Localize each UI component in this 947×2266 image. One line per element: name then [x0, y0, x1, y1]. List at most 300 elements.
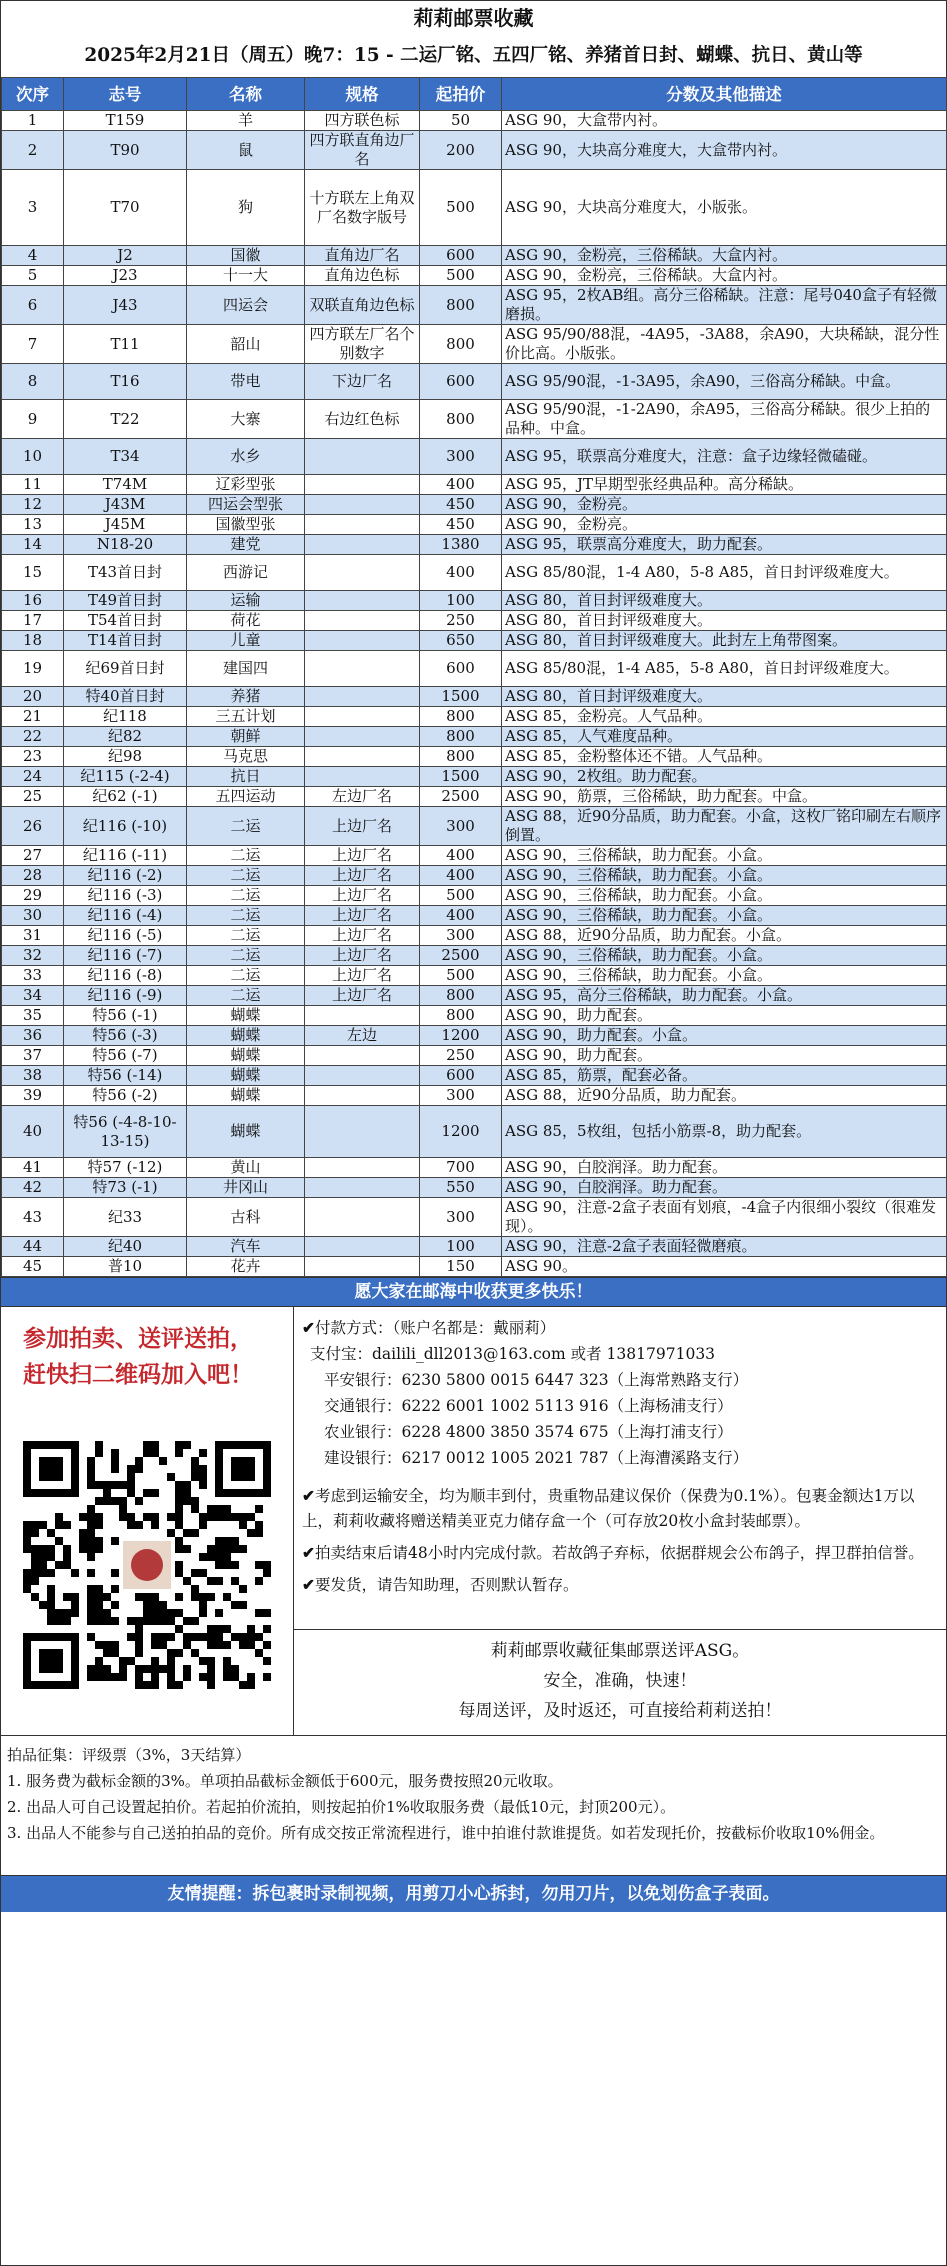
lot-price: 700: [420, 1158, 502, 1178]
lot-name: 黄山: [187, 1158, 305, 1178]
lot-no: 22: [2, 727, 64, 747]
lot-name: 蝴蝶: [187, 1066, 305, 1086]
lot-spec: [305, 1198, 420, 1237]
table-row: [2, 986, 947, 1006]
lot-name: 抗日: [187, 767, 305, 787]
lot-price: 1380: [420, 535, 502, 555]
lot-price: 2500: [420, 946, 502, 966]
lot-no: 21: [2, 707, 64, 727]
lot-name: 国徽: [187, 246, 305, 266]
promo-text: [1, 1307, 293, 1393]
lot-spec: [305, 651, 420, 687]
rule-3: 3. 出品人不能参与自己送拍拍品的竞价。所有成交按正常流程进行，谁中拍谁付款谁提货。如若发现托价，按截标价收取10%佣金。: [7, 1824, 885, 1842]
table-row: [2, 246, 947, 266]
lot-price: 100: [420, 591, 502, 611]
lot-name: 二运: [187, 946, 305, 966]
notes: [294, 1471, 946, 1598]
lot-code: 纪116 (-2): [64, 866, 187, 886]
lot-name: 荷花: [187, 611, 305, 631]
table-row: [2, 400, 947, 439]
info-section: [1, 1306, 946, 1735]
lot-desc: ASG 90，筋票，三俗稀缺，助力配套。中盒。: [502, 787, 947, 807]
lot-no: 27: [2, 846, 64, 866]
lot-no: 41: [2, 1158, 64, 1178]
lot-code: 纪116 (-10): [64, 807, 187, 846]
lot-code: T22: [64, 400, 187, 439]
lot-spec: [305, 707, 420, 727]
promo-panel: [1, 1307, 294, 1735]
bank-2: 交通银行：6222 6001 1002 5113 916（上海杨浦支行）: [324, 1397, 733, 1415]
lot-price: 1200: [420, 1106, 502, 1158]
lot-desc: ASG 90，白胶润泽。助力配套。: [502, 1158, 947, 1178]
table-row: [2, 966, 947, 986]
lot-no: 1: [2, 111, 64, 131]
lot-name: 二运: [187, 906, 305, 926]
lot-desc: ASG 90，大块高分难度大，大盒带内衬。: [502, 131, 947, 170]
lot-desc: ASG 80，首日封评级难度大。: [502, 687, 947, 707]
lot-name: 花卉: [187, 1257, 305, 1277]
lot-desc: ASG 95，JT早期型张经典品种。高分稀缺。: [502, 475, 947, 495]
table-row: [2, 1178, 947, 1198]
lot-price: 450: [420, 515, 502, 535]
lot-no: 24: [2, 767, 64, 787]
col-header-spec: 规格: [305, 78, 420, 111]
table-row: [2, 495, 947, 515]
lot-name: 蝴蝶: [187, 1006, 305, 1026]
lot-desc: ASG 88，近90分品质，助力配套。小盒。: [502, 926, 947, 946]
lot-price: 450: [420, 495, 502, 515]
table-row: [2, 651, 947, 687]
table-row: [2, 926, 947, 946]
lots-table-body: [2, 111, 947, 1277]
table-row: [2, 111, 947, 131]
table-row: [2, 1066, 947, 1086]
lot-desc: ASG 80，首日封评级难度大。: [502, 611, 947, 631]
lot-price: 800: [420, 1006, 502, 1026]
lot-no: 8: [2, 364, 64, 400]
lot-name: 鼠: [187, 131, 305, 170]
promo-line-1: 参加拍卖、送评送拍，: [23, 1325, 253, 1352]
table-row: [2, 1257, 947, 1277]
lot-code: J45M: [64, 515, 187, 535]
lot-code: 特56 (-7): [64, 1046, 187, 1066]
lot-price: 400: [420, 475, 502, 495]
lot-code: 普10: [64, 1257, 187, 1277]
lot-code: 特56 (-3): [64, 1026, 187, 1046]
lot-name: 蝴蝶: [187, 1086, 305, 1106]
table-row: [2, 1006, 947, 1026]
lot-price: 400: [420, 906, 502, 926]
lot-desc: ASG 90，三俗稀缺，助力配套。小盒。: [502, 886, 947, 906]
bank-4: 建设银行：6217 0012 1005 2021 787（上海漕溪路支行）: [324, 1449, 749, 1467]
table-row: [2, 266, 947, 286]
lot-name: 二运: [187, 886, 305, 906]
lot-desc: ASG 90，助力配套。小盒。: [502, 1026, 947, 1046]
lot-spec: 左边: [305, 1026, 420, 1046]
lot-name: 二运: [187, 866, 305, 886]
lot-code: T34: [64, 439, 187, 475]
table-row: [2, 325, 947, 364]
lot-desc: ASG 85/80混，1-4 A85，5-8 A80，首日封评级难度大。: [502, 651, 947, 687]
lot-spec: 上边厂名: [305, 906, 420, 926]
lot-code: 特40首日封: [64, 687, 187, 707]
lot-price: 500: [420, 886, 502, 906]
lot-code: 特56 (-4-8-10-13-15): [64, 1106, 187, 1158]
rules-heading: 拍品征集：评级票（3%，3天结算）: [7, 1746, 251, 1764]
lot-code: 纪33: [64, 1198, 187, 1237]
lot-spec: [305, 1066, 420, 1086]
table-row: [2, 946, 947, 966]
check-icon: ✔: [302, 1318, 315, 1337]
table-row: [2, 555, 947, 591]
lot-no: 25: [2, 787, 64, 807]
lot-desc: ASG 90，注意-2盒子表面轻微磨痕。: [502, 1237, 947, 1257]
lot-price: 100: [420, 1237, 502, 1257]
bank-3: 农业银行：6228 4800 3850 3574 675（上海打浦支行）: [324, 1423, 733, 1441]
lot-no: 36: [2, 1026, 64, 1046]
table-row: [2, 439, 947, 475]
lot-no: 39: [2, 1086, 64, 1106]
lot-price: 600: [420, 651, 502, 687]
lot-price: 550: [420, 1178, 502, 1198]
lot-no: 5: [2, 266, 64, 286]
lot-no: 18: [2, 631, 64, 651]
lot-spec: [305, 727, 420, 747]
lot-code: T159: [64, 111, 187, 131]
lot-code: T70: [64, 170, 187, 246]
lot-name: 水乡: [187, 439, 305, 475]
promo-line-2: 赶快扫二维码加入吧！: [23, 1361, 253, 1388]
lot-no: 23: [2, 747, 64, 767]
lot-no: 32: [2, 946, 64, 966]
lot-spec: [305, 631, 420, 651]
lot-code: T16: [64, 364, 187, 400]
lot-spec: 直角边色标: [305, 266, 420, 286]
lot-code: 特56 (-1): [64, 1006, 187, 1026]
lot-name: 古科: [187, 1198, 305, 1237]
lot-name: 朝鲜: [187, 727, 305, 747]
lot-no: 28: [2, 866, 64, 886]
lot-no: 26: [2, 807, 64, 846]
lot-code: 纪116 (-4): [64, 906, 187, 926]
lot-spec: 上边厂名: [305, 886, 420, 906]
lot-name: 儿童: [187, 631, 305, 651]
lot-spec: [305, 1237, 420, 1257]
lot-name: 养猪: [187, 687, 305, 707]
payment-panel: [294, 1307, 946, 1735]
lot-no: 4: [2, 246, 64, 266]
table-row: [2, 535, 947, 555]
lot-name: 蝴蝶: [187, 1046, 305, 1066]
note-shipping-request: ✔要发货，请告知助理，否则默认暂存。: [302, 1575, 579, 1594]
lot-no: 37: [2, 1046, 64, 1066]
lot-price: 800: [420, 727, 502, 747]
table-row: [2, 707, 947, 727]
lot-name: 韶山: [187, 325, 305, 364]
lot-desc: ASG 85/80混，1-4 A80，5-8 A85，首日封评级难度大。: [502, 555, 947, 591]
lot-spec: [305, 747, 420, 767]
lot-name: 国徽型张: [187, 515, 305, 535]
lot-no: 30: [2, 906, 64, 926]
lot-spec: [305, 555, 420, 591]
check-icon: ✔: [302, 1543, 315, 1562]
lot-spec: 右边红色标: [305, 400, 420, 439]
page-title: 莉莉邮票收藏: [413, 6, 534, 30]
lot-desc: ASG 90，助力配套。: [502, 1006, 947, 1026]
lot-spec: 下边厂名: [305, 364, 420, 400]
lot-price: 500: [420, 170, 502, 246]
lot-code: J43: [64, 286, 187, 325]
lot-name: 四运会: [187, 286, 305, 325]
table-row: [2, 1237, 947, 1257]
lot-name: 西游记: [187, 555, 305, 591]
table-row: [2, 631, 947, 651]
lot-no: 38: [2, 1066, 64, 1086]
lot-code: 纪118: [64, 707, 187, 727]
lot-spec: 十方联左上角双厂名数字版号: [305, 170, 420, 246]
col-header-name: 名称: [187, 78, 305, 111]
table-row: [2, 906, 947, 926]
lot-no: 12: [2, 495, 64, 515]
lot-code: 纪116 (-9): [64, 986, 187, 1006]
lot-spec: 上边厂名: [305, 807, 420, 846]
lot-price: 300: [420, 926, 502, 946]
lot-spec: [305, 1158, 420, 1178]
lot-desc: ASG 95/90/88混，-4A95，-3A88，余A90，大块稀缺，混分性价比高。小版张。: [502, 325, 947, 364]
table-row: [2, 846, 947, 866]
lot-desc: ASG 90，三俗稀缺，助力配套。小盒。: [502, 866, 947, 886]
check-icon: ✔: [302, 1575, 315, 1594]
col-header-code: 志号: [64, 78, 187, 111]
col-header-desc: 分数及其他描述: [502, 78, 947, 111]
lot-price: 400: [420, 866, 502, 886]
lot-price: 200: [420, 131, 502, 170]
lot-spec: [305, 535, 420, 555]
lot-spec: [305, 611, 420, 631]
consignment-rules: [1, 1735, 946, 1875]
lot-name: 四运会型张: [187, 495, 305, 515]
lot-no: 34: [2, 986, 64, 1006]
table-row: [2, 131, 947, 170]
lot-spec: [305, 591, 420, 611]
lot-spec: 四方联左厂名个别数字: [305, 325, 420, 364]
lot-desc: ASG 95，2枚AB组。高分三俗稀缺。注意：尾号040盒子有轻微磨损。: [502, 286, 947, 325]
lot-desc: ASG 90。: [502, 1257, 947, 1277]
lot-code: N18-20: [64, 535, 187, 555]
lot-spec: 直角边厂名: [305, 246, 420, 266]
lot-price: 600: [420, 1066, 502, 1086]
lot-code: 纪62 (-1): [64, 787, 187, 807]
lot-spec: [305, 687, 420, 707]
lot-name: 建国四: [187, 651, 305, 687]
lot-desc: ASG 85，金粉整体还不错。人气品种。: [502, 747, 947, 767]
lot-desc: ASG 90，三俗稀缺，助力配套。小盒。: [502, 946, 947, 966]
lot-no: 14: [2, 535, 64, 555]
lot-desc: ASG 88，近90分品质，助力配套。: [502, 1086, 947, 1106]
lot-no: 42: [2, 1178, 64, 1198]
lot-spec: [305, 1006, 420, 1026]
lot-price: 800: [420, 707, 502, 727]
lot-spec: [305, 475, 420, 495]
lot-desc: ASG 90，大盒带内衬。: [502, 111, 947, 131]
footer-reminder: 友情提醒：拆包裹时录制视频，用剪刀小心拆封，勿用刀片，以免划伤盒子表面。: [1, 1875, 946, 1912]
lot-no: 6: [2, 286, 64, 325]
lot-no: 3: [2, 170, 64, 246]
lot-desc: ASG 95，联票高分难度大，助力配套。: [502, 535, 947, 555]
lot-code: 特56 (-14): [64, 1066, 187, 1086]
lot-price: 300: [420, 1086, 502, 1106]
lot-desc: ASG 90，助力配套。: [502, 1046, 947, 1066]
lot-price: 250: [420, 1046, 502, 1066]
table-row: [2, 787, 947, 807]
lot-name: 二运: [187, 807, 305, 846]
lot-no: 9: [2, 400, 64, 439]
table-row: [2, 807, 947, 846]
lot-desc: ASG 88，近90分品质，助力配套。小盒，这枚厂铭印刷左右顺序倒置。: [502, 807, 947, 846]
lot-price: 800: [420, 400, 502, 439]
lot-spec: [305, 1086, 420, 1106]
lot-name: 带电: [187, 364, 305, 400]
lot-spec: 四方联色标: [305, 111, 420, 131]
auction-subtitle: 2025年2月21日（周五）晚7：15 - 二运厂铭、五四厂铭、养猪首日封、蝴蝶、抗日、黄山等: [84, 45, 863, 66]
lot-desc: ASG 90，大块高分难度大，小版张。: [502, 170, 947, 246]
lot-no: 13: [2, 515, 64, 535]
lot-name: 十一大: [187, 266, 305, 286]
lot-code: T11: [64, 325, 187, 364]
note-payment-deadline: ✔拍卖结束后请48小时内完成付款。若故鸽子弃标，依据群规会公布鸽子，捍卫群拍信誉。: [302, 1543, 924, 1562]
lot-spec: 上边厂名: [305, 986, 420, 1006]
lot-name: 汽车: [187, 1237, 305, 1257]
payment-info: [294, 1307, 946, 1471]
lot-code: 纪116 (-5): [64, 926, 187, 946]
lot-price: 250: [420, 611, 502, 631]
table-row: [2, 591, 947, 611]
lot-name: 五四运动: [187, 787, 305, 807]
lot-name: 建党: [187, 535, 305, 555]
lot-code: T54首日封: [64, 611, 187, 631]
consign-line-3: 每周送评，及时返还，可直接给莉莉送拍！: [458, 1701, 782, 1721]
lot-price: 600: [420, 364, 502, 400]
lot-name: 大寨: [187, 400, 305, 439]
lot-desc: ASG 90，金粉亮，三俗稀缺。大盒内衬。: [502, 266, 947, 286]
lot-price: 1200: [420, 1026, 502, 1046]
lot-no: 33: [2, 966, 64, 986]
lot-spec: [305, 1046, 420, 1066]
lot-no: 31: [2, 926, 64, 946]
lot-code: T74M: [64, 475, 187, 495]
table-row: [2, 1106, 947, 1158]
lot-code: 纪82: [64, 727, 187, 747]
note-shipping: ✔考虑到运输安全，均为顺丰到付，贵重物品建议保价（保费为0.1%）。包裹金额达1万以上，莉莉收藏将赠送精美亚克力储存盒一个（可存放20枚小盒封装邮票）。: [302, 1486, 915, 1530]
payment-heading-row: [302, 1315, 946, 1341]
lot-no: 11: [2, 475, 64, 495]
lot-no: 29: [2, 886, 64, 906]
lot-desc: ASG 80，首日封评级难度大。: [502, 591, 947, 611]
lot-code: 纪40: [64, 1237, 187, 1257]
lot-code: 纪116 (-3): [64, 886, 187, 906]
lot-name: 二运: [187, 926, 305, 946]
lot-desc: ASG 90，注意-2盒子表面有划痕，-4盒子内很细小裂纹（很难发现）。: [502, 1198, 947, 1237]
payment-heading: 付款方式：（账户名都是：戴丽莉）: [315, 1319, 556, 1337]
table-row: [2, 515, 947, 535]
lot-spec: 左边厂名: [305, 787, 420, 807]
lot-price: 650: [420, 631, 502, 651]
lot-spec: [305, 1178, 420, 1198]
lot-price: 400: [420, 846, 502, 866]
lot-price: 2500: [420, 787, 502, 807]
lot-price: 500: [420, 266, 502, 286]
lot-no: 43: [2, 1198, 64, 1237]
lot-code: J43M: [64, 495, 187, 515]
wish-banner: 愿大家在邮海中收获更多快乐！: [1, 1277, 946, 1306]
lot-code: 纪98: [64, 747, 187, 767]
table-header-row: [2, 78, 947, 111]
lot-code: T90: [64, 131, 187, 170]
lot-name: 井冈山: [187, 1178, 305, 1198]
lot-no: 7: [2, 325, 64, 364]
lot-name: 蝴蝶: [187, 1106, 305, 1158]
table-row: [2, 1198, 947, 1237]
check-icon: ✔: [302, 1486, 315, 1505]
lot-no: 20: [2, 687, 64, 707]
lot-desc: ASG 85，筋票，配套必备。: [502, 1066, 947, 1086]
lot-spec: 上边厂名: [305, 966, 420, 986]
lot-desc: ASG 95/90混，-1-3A95，余A90，三俗高分稀缺。中盒。: [502, 364, 947, 400]
lot-price: 800: [420, 747, 502, 767]
lot-code: 特73 (-1): [64, 1178, 187, 1198]
lot-spec: [305, 1106, 420, 1158]
lot-desc: ASG 85，金粉亮。人气品种。: [502, 707, 947, 727]
lot-name: 三五计划: [187, 707, 305, 727]
lot-spec: 上边厂名: [305, 926, 420, 946]
lot-name: 蝴蝶: [187, 1026, 305, 1046]
lot-price: 50: [420, 111, 502, 131]
lot-no: 19: [2, 651, 64, 687]
table-row: [2, 866, 947, 886]
lot-no: 44: [2, 1237, 64, 1257]
bank-1: 平安银行：6230 5800 0015 6447 323（上海常熟路支行）: [324, 1371, 749, 1389]
lot-desc: ASG 90，三俗稀缺，助力配套。小盒。: [502, 846, 947, 866]
rule-2: 2. 出品人可自己设置起拍价。若起拍价流拍，则按起拍价1%收取服务费（最低10元，封顶200元）。: [7, 1798, 676, 1816]
lot-code: J2: [64, 246, 187, 266]
consign-line-1: 莉莉邮票收藏征集邮票送评ASG。: [490, 1641, 750, 1661]
lot-code: T43首日封: [64, 555, 187, 591]
lot-price: 400: [420, 555, 502, 591]
lot-spec: [305, 767, 420, 787]
lot-name: 辽彩型张: [187, 475, 305, 495]
lot-price: 300: [420, 439, 502, 475]
lot-name: 二运: [187, 966, 305, 986]
lot-code: 纪116 (-8): [64, 966, 187, 986]
lot-spec: [305, 515, 420, 535]
lot-spec: [305, 495, 420, 515]
lot-code: 纪69首日封: [64, 651, 187, 687]
lot-desc: ASG 85，5枚组，包括小筋票-8，助力配套。: [502, 1106, 947, 1158]
lot-desc: ASG 90，金粉亮。: [502, 495, 947, 515]
lot-name: 羊: [187, 111, 305, 131]
consign-box: [294, 1629, 946, 1735]
lot-spec: [305, 439, 420, 475]
lot-no: 40: [2, 1106, 64, 1158]
lot-desc: ASG 95，联票高分难度大，注意：盒子边缘轻微磕碰。: [502, 439, 947, 475]
lot-no: 17: [2, 611, 64, 631]
table-row: [2, 1086, 947, 1106]
lot-code: T49首日封: [64, 591, 187, 611]
lot-name: 二运: [187, 986, 305, 1006]
lot-spec: 上边厂名: [305, 846, 420, 866]
table-row: [2, 767, 947, 787]
lot-name: 狗: [187, 170, 305, 246]
